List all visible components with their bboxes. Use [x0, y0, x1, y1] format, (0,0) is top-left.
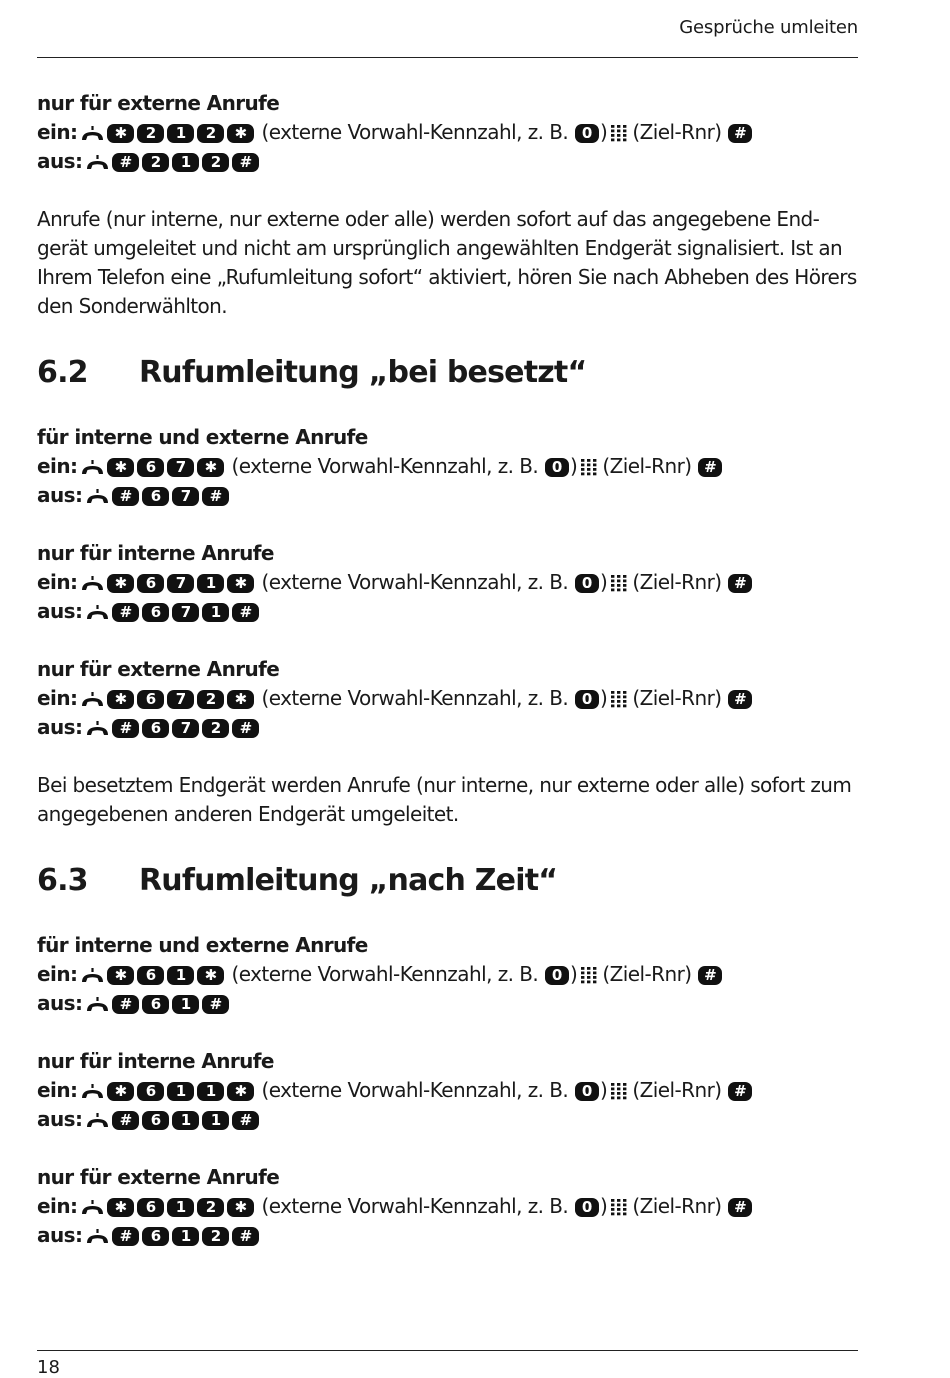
key-sequence — [112, 713, 262, 742]
on-line: ein: ✱ 6 1 2 ✱ (externe Vorwahl-Kennzahl, z. B. 0 ) (Ziel-Rnr) # — [37, 1192, 863, 1221]
section-number: 6.2 — [37, 355, 88, 390]
section-title: Rufumleitung „bei besetzt“ — [139, 355, 587, 390]
on-label: ein: — [37, 570, 78, 594]
handset-icon — [80, 574, 105, 594]
digit-key-icon: 6 — [142, 995, 169, 1014]
hash-key-icon: # — [728, 574, 752, 593]
hash-key-icon: # — [112, 995, 139, 1014]
prefix-note: (externe Vorwahl-Kennzahl, z. B. — [261, 686, 569, 710]
hash-key-icon: # — [698, 458, 722, 477]
digit-key-icon: 7 — [167, 458, 194, 477]
key-sequence — [107, 1076, 257, 1105]
handset-icon — [85, 603, 110, 623]
star-key-icon: ✱ — [107, 124, 134, 143]
key-sequence — [107, 1192, 257, 1221]
hash-key-icon: # — [232, 153, 259, 172]
keypad-icon — [579, 966, 598, 985]
block-title: nur für interne Anrufe — [37, 1049, 274, 1073]
star-key-icon: ✱ — [107, 1082, 134, 1101]
digit-key-icon: 2 — [197, 690, 224, 709]
digit-key-icon: 1 — [172, 995, 199, 1014]
keypad-icon — [609, 690, 628, 709]
off-line — [37, 713, 863, 742]
off-line — [37, 1105, 863, 1134]
digit-key-icon: 6 — [142, 487, 169, 506]
digit-key-icon: 6 — [142, 603, 169, 622]
hash-key-icon: # — [202, 487, 229, 506]
handset-icon — [80, 690, 105, 710]
on-label: ein: — [37, 686, 78, 710]
digit-key-icon: 0 — [545, 966, 569, 985]
off-label: aus: — [37, 1223, 83, 1247]
off-label: aus: — [37, 715, 83, 739]
digit-key-icon: 6 — [137, 966, 164, 985]
section-title: Rufumleitung „nach Zeit“ — [139, 863, 558, 898]
digit-key-icon: 2 — [137, 124, 164, 143]
digit-key-icon: 0 — [575, 1082, 599, 1101]
keypad-icon — [609, 574, 628, 593]
instruction-block — [37, 1163, 863, 1250]
on-label: ein: — [37, 962, 78, 986]
instruction-block — [37, 1047, 863, 1134]
target-note: (Ziel-Rnr) — [602, 454, 692, 478]
prefix-note: (externe Vorwahl-Kennzahl, z. B. — [261, 570, 569, 594]
off-line — [37, 1221, 863, 1250]
star-key-icon: ✱ — [227, 1082, 254, 1101]
digit-key-icon: 0 — [545, 458, 569, 477]
handset-icon — [80, 1198, 105, 1218]
block-title: für interne und externe Anrufe — [37, 425, 368, 449]
key-sequence — [107, 960, 227, 989]
star-key-icon: ✱ — [107, 690, 134, 709]
on-label: ein: — [37, 1078, 78, 1102]
instruction-block-external-immediate — [37, 89, 863, 176]
off-line — [37, 481, 863, 510]
digit-key-icon: 7 — [167, 690, 194, 709]
key-sequence — [112, 1105, 262, 1134]
digit-key-icon: 2 — [202, 153, 229, 172]
digit-key-icon: 0 — [575, 1198, 599, 1217]
hash-key-icon: # — [232, 1227, 259, 1246]
off-label: aus: — [37, 599, 83, 623]
hash-key-icon: # — [112, 153, 139, 172]
prefix-note: (externe Vorwahl-Kennzahl, z. B. — [231, 962, 539, 986]
digit-key-icon: 1 — [172, 1227, 199, 1246]
digit-key-icon: 2 — [197, 124, 224, 143]
star-key-icon: ✱ — [107, 1198, 134, 1217]
digit-key-icon: 1 — [197, 574, 224, 593]
block-title: nur für externe Anrufe — [37, 657, 280, 681]
on-line: ein: ✱ 6 7 ✱ (externe Vorwahl-Kennzahl, z. B. 0 ) (Ziel-Rnr) # — [37, 452, 863, 481]
instruction-block — [37, 655, 863, 742]
section-heading-6-3 — [37, 858, 863, 903]
target-note: (Ziel-Rnr) — [632, 120, 722, 144]
keypad-icon — [609, 124, 628, 143]
off-label: aus: — [37, 149, 83, 173]
digit-key-icon: 6 — [142, 1111, 169, 1130]
digit-key-icon: 0 — [575, 690, 599, 709]
digit-key-icon: 1 — [167, 124, 194, 143]
off-line — [37, 147, 863, 176]
star-key-icon: ✱ — [107, 458, 134, 477]
off-label: aus: — [37, 1107, 83, 1131]
target-note: (Ziel-Rnr) — [632, 686, 722, 710]
star-key-icon: ✱ — [227, 1198, 254, 1217]
hash-key-icon: # — [112, 603, 139, 622]
key-sequence — [107, 118, 257, 147]
page-number: 18 — [37, 1357, 60, 1378]
digit-key-icon: 0 — [575, 124, 599, 143]
hash-key-icon: # — [232, 1111, 259, 1130]
digit-key-icon: 6 — [137, 1198, 164, 1217]
handset-icon — [85, 1227, 110, 1247]
block-title: nur für interne Anrufe — [37, 541, 274, 565]
digit-key-icon: 7 — [172, 719, 199, 738]
page-content — [37, 89, 863, 1279]
on-line: ein: ✱ 6 7 1 ✱ (externe Vorwahl-Kennzahl, z. B. 0 ) (Ziel-Rnr) # — [37, 568, 863, 597]
hash-key-icon: # — [112, 1111, 139, 1130]
hash-key-icon: # — [202, 995, 229, 1014]
instruction-block — [37, 539, 863, 626]
handset-icon — [80, 966, 105, 986]
digit-key-icon: 1 — [167, 1198, 194, 1217]
digit-key-icon: 6 — [137, 1082, 164, 1101]
key-sequence — [107, 684, 257, 713]
running-header: Gesprüche umleiten — [679, 17, 858, 38]
handset-icon — [85, 1111, 110, 1131]
handset-icon — [80, 1082, 105, 1102]
keypad-icon — [609, 1082, 628, 1101]
prefix-note: (externe Vorwahl-Kennzahl, z. B. — [261, 1194, 569, 1218]
hash-key-icon: # — [728, 1082, 752, 1101]
digit-key-icon: 2 — [202, 719, 229, 738]
digit-key-icon: 0 — [575, 574, 599, 593]
digit-key-icon: 1 — [202, 1111, 229, 1130]
star-key-icon: ✱ — [197, 458, 224, 477]
on-line: ein: ✱ 2 1 2 ✱ (externe Vorwahl-Kennzahl, z. B. 0 ) (Ziel-Rnr) # — [37, 118, 863, 147]
block-title: nur für externe Anrufe — [37, 1165, 280, 1189]
hash-key-icon: # — [698, 966, 722, 985]
section-number: 6.3 — [37, 863, 88, 898]
block-title: für interne und externe Anrufe — [37, 933, 368, 957]
key-sequence — [112, 597, 262, 626]
off-label: aus: — [37, 483, 83, 507]
hash-key-icon: # — [728, 1198, 752, 1217]
on-label: ein: — [37, 454, 78, 478]
digit-key-icon: 6 — [142, 719, 169, 738]
star-key-icon: ✱ — [227, 574, 254, 593]
on-label: ein: — [37, 120, 78, 144]
star-key-icon: ✱ — [227, 124, 254, 143]
digit-key-icon: 1 — [202, 603, 229, 622]
on-line: ein: ✱ 6 1 ✱ (externe Vorwahl-Kennzahl, z. B. 0 ) (Ziel-Rnr) # — [37, 960, 863, 989]
hash-key-icon: # — [728, 690, 752, 709]
key-sequence — [112, 147, 262, 176]
off-label: aus: — [37, 991, 83, 1015]
hash-key-icon: # — [232, 603, 259, 622]
star-key-icon: ✱ — [107, 574, 134, 593]
handset-icon — [80, 124, 105, 144]
hash-key-icon: # — [232, 719, 259, 738]
target-note: (Ziel-Rnr) — [632, 570, 722, 594]
handset-icon — [85, 719, 110, 739]
off-line — [37, 989, 863, 1018]
digit-key-icon: 1 — [172, 153, 199, 172]
handset-icon — [85, 487, 110, 507]
star-key-icon: ✱ — [227, 690, 254, 709]
digit-key-icon: 6 — [137, 458, 164, 477]
digit-key-icon: 6 — [137, 574, 164, 593]
target-note: (Ziel-Rnr) — [602, 962, 692, 986]
on-line: ein: ✱ 6 7 2 ✱ (externe Vorwahl-Kennzahl, z. B. 0 ) (Ziel-Rnr) # — [37, 684, 863, 713]
digit-key-icon: 2 — [202, 1227, 229, 1246]
handset-icon — [80, 458, 105, 478]
paragraph-busy: Bei besetztem Endgerät werden Anrufe (nur interne, nur externe oder alle) sofort zum angegebenen anderen Endgerät umgeleitet. — [37, 773, 852, 826]
key-sequence — [112, 1221, 262, 1250]
paragraph-immediate: Anrufe (nur interne, nur externe oder alle) werden sofort auf das angegebene End-gerät umgeleitet und nicht am ursprünglich angewählten Endgerät signalisiert. Ist an Ihrem Telefon eine „Rufumleitung sofort“ aktiviert, hören Sie nach Abheben des Hörers den Sonderwählton. — [37, 207, 857, 318]
instruction-block — [37, 931, 863, 1018]
prefix-note: (externe Vorwahl-Kennzahl, z. B. — [231, 454, 539, 478]
off-line — [37, 597, 863, 626]
on-label: ein: — [37, 1194, 78, 1218]
keypad-icon — [579, 458, 598, 477]
digit-key-icon: 1 — [197, 1082, 224, 1101]
star-key-icon: ✱ — [197, 966, 224, 985]
key-sequence — [107, 452, 227, 481]
digit-key-icon: 6 — [137, 690, 164, 709]
hash-key-icon: # — [112, 487, 139, 506]
key-sequence — [107, 568, 257, 597]
keypad-icon — [609, 1198, 628, 1217]
target-note: (Ziel-Rnr) — [632, 1194, 722, 1218]
digit-key-icon: 1 — [172, 1111, 199, 1130]
key-sequence — [112, 481, 232, 510]
footer-rule — [37, 1350, 858, 1351]
digit-key-icon: 1 — [167, 1082, 194, 1101]
handset-icon — [85, 153, 110, 173]
digit-key-icon: 7 — [172, 603, 199, 622]
digit-key-icon: 1 — [167, 966, 194, 985]
digit-key-icon: 6 — [142, 1227, 169, 1246]
block-title: nur für externe Anrufe — [37, 91, 280, 115]
hash-key-icon: # — [728, 124, 752, 143]
prefix-note: (externe Vorwahl-Kennzahl, z. B. — [261, 1078, 569, 1102]
digit-key-icon: 7 — [167, 574, 194, 593]
digit-key-icon: 2 — [197, 1198, 224, 1217]
key-sequence — [112, 989, 232, 1018]
hash-key-icon: # — [112, 1227, 139, 1246]
digit-key-icon: 2 — [142, 153, 169, 172]
section-heading-6-2 — [37, 350, 863, 395]
header-rule — [37, 57, 858, 58]
hash-key-icon: # — [112, 719, 139, 738]
handset-icon — [85, 995, 110, 1015]
target-note: (Ziel-Rnr) — [632, 1078, 722, 1102]
instruction-block — [37, 423, 863, 510]
on-line: ein: ✱ 6 1 1 ✱ (externe Vorwahl-Kennzahl, z. B. 0 ) (Ziel-Rnr) # — [37, 1076, 863, 1105]
star-key-icon: ✱ — [107, 966, 134, 985]
prefix-note: (externe Vorwahl-Kennzahl, z. B. — [261, 120, 569, 144]
digit-key-icon: 7 — [172, 487, 199, 506]
